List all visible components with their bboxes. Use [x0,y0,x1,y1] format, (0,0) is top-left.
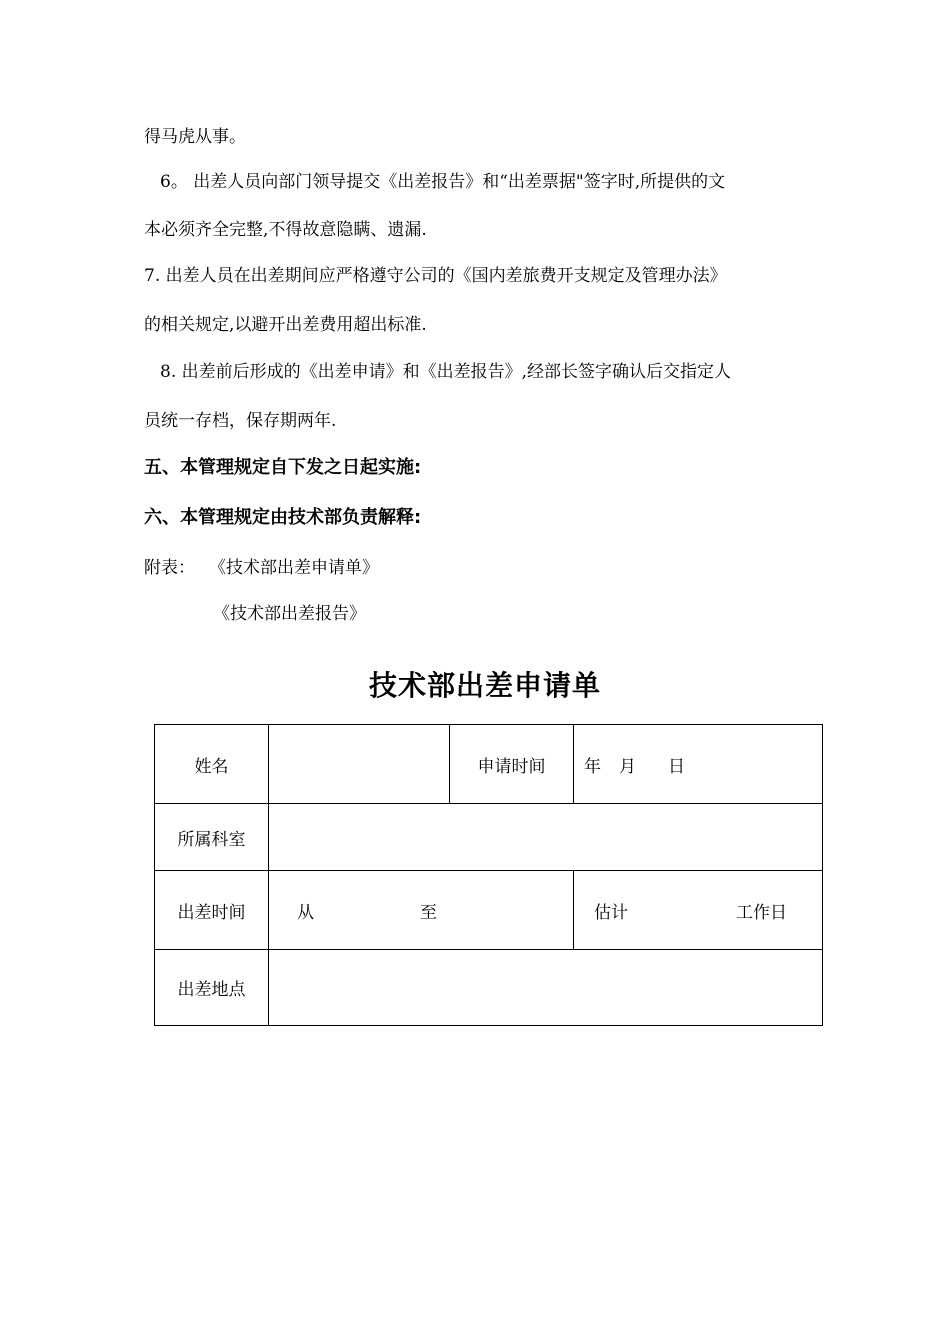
apply-date-field[interactable] [574,725,823,804]
month-label: 月 [619,756,636,777]
attachment-line [144,556,379,580]
estimate-field[interactable] [574,871,823,950]
name-label: 姓名 [155,725,269,804]
form-row-name [155,725,823,804]
trip-period-field[interactable] [269,871,574,950]
section-heading: 五、本管理规定自下发之日起实施: [144,457,422,478]
application-form-table [154,724,823,1026]
year-label: 年 [584,756,601,777]
section-heading: 六、本管理规定由技术部负责解释: [144,507,422,528]
form-row-trip-time [155,871,823,950]
dept-label: 所属科室 [155,804,269,871]
attachment-item: 《技术部出差申请单》 [209,558,379,578]
form-row-dept [155,804,823,871]
attachment-item: 《技术部出差报告》 [213,604,366,624]
paragraph-line: 得马虎从事。 [144,127,246,147]
name-field[interactable] [269,725,450,804]
workdays-label: 工作日 [736,902,787,923]
paragraph-line: 8. 出差前后形成的《出差申请》和《出差报告》,经部长签字确认后交指定人 [160,362,732,382]
place-label: 出差地点 [155,950,269,1026]
paragraph-line: 7. 出差人员在出差期间应严格遵守公司的《国内差旅费开支规定及管理办法》 [144,266,727,286]
estimate-label: 估计 [594,902,628,923]
place-field[interactable] [269,950,823,1026]
paragraph-line: 员统一存档，保存期两年. [144,411,337,431]
paragraph-line: 6。 出差人员向部门领导提交《出差报告》和“出差票据"签字时,所提供的文 [160,172,726,192]
to-label: 至 [420,902,437,923]
from-label: 从 [297,902,314,923]
trip-time-label: 出差时间 [155,871,269,950]
form-row-place [155,950,823,1026]
paragraph-line: 本必须齐全完整,不得故意隐瞒、遗漏. [144,220,427,240]
day-label: 日 [668,756,685,777]
dept-field[interactable] [269,804,823,871]
attachment-label: 附表： [144,558,195,578]
apply-time-label: 申请时间 [450,725,574,804]
form-title: 技术部出差申请单 [368,669,601,702]
paragraph-line: 的相关规定,以避开出差费用超出标准. [144,315,427,335]
